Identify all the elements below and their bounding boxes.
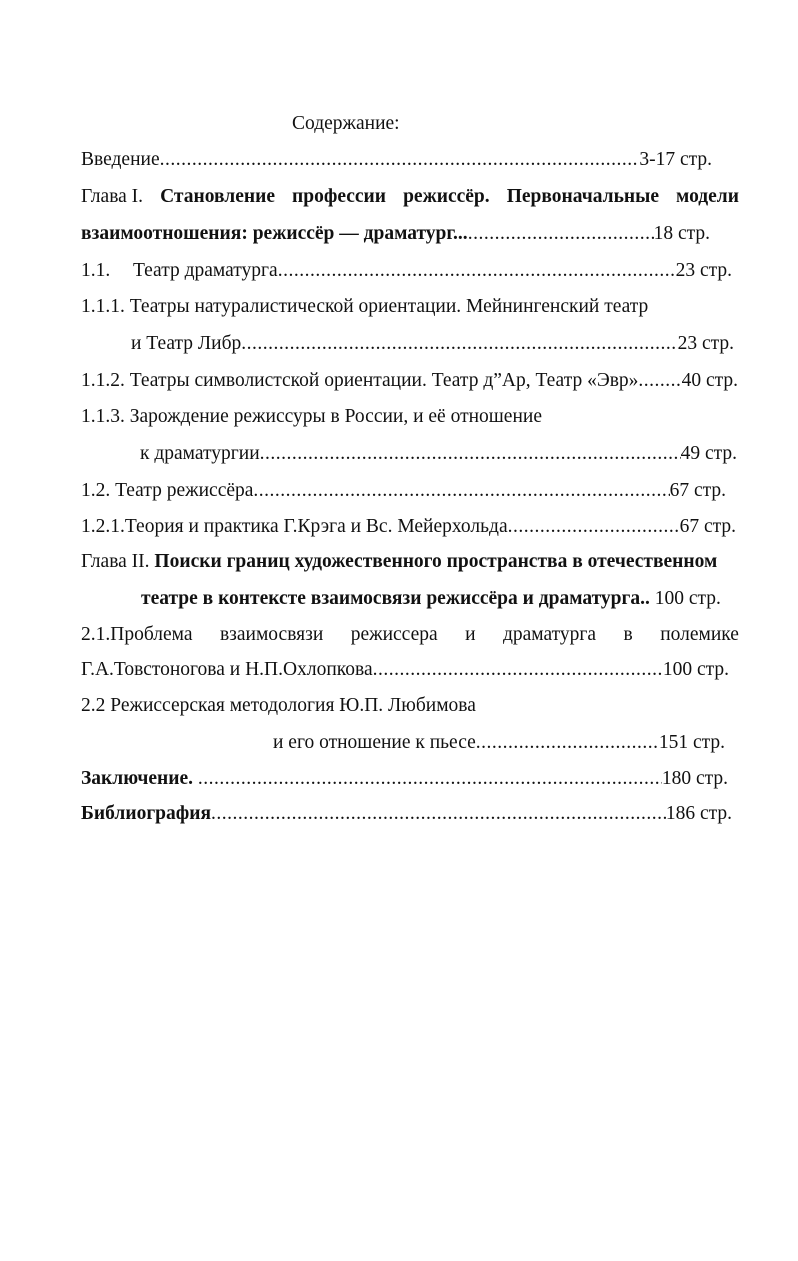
dot-leader xyxy=(241,331,677,357)
toc-entry-bibliography xyxy=(81,801,732,827)
toc-entry-page: 23 стр. xyxy=(677,333,734,354)
chapter-1-title-word: модели xyxy=(676,186,739,207)
toc-word: в xyxy=(623,624,633,645)
toc-heading: Содержание: xyxy=(292,113,400,134)
dot-leader xyxy=(253,478,669,504)
toc-entry-text: 1.1.2. Театры символистской ориентации. Театр д”Ар, Театр «Эвр» xyxy=(81,370,639,391)
dot-leader xyxy=(160,147,640,173)
toc-entry-text: к драматургии xyxy=(140,443,260,464)
chapter-1-title-word: Первоначальные xyxy=(506,186,659,207)
toc-entry-text: Театр драматурга xyxy=(133,260,278,281)
toc-entry-chapter-1-line-1 xyxy=(81,184,739,210)
toc-entry-page: 67 стр. xyxy=(679,516,736,537)
toc-entry-chapter-2-line-1 xyxy=(81,549,717,575)
toc-entry-1-1-3-line-2 xyxy=(140,441,737,467)
chapter-1-title-cont: взаимоотношения: режиссёр — драматург... xyxy=(81,223,468,244)
toc-entry-text: Библиография xyxy=(81,803,212,824)
toc-entry-1-1-1-line-2 xyxy=(131,331,734,357)
dot-leader xyxy=(278,258,676,284)
dot-leader xyxy=(198,766,662,792)
toc-word: и xyxy=(465,624,476,645)
toc-entry-1-1 xyxy=(81,258,732,284)
toc-entry-text: Г.А.Товстоногова и Н.П.Охлопкова xyxy=(81,659,373,680)
toc-entry-1-1-2 xyxy=(81,368,738,394)
toc-word: полемике xyxy=(660,624,739,645)
toc-word: 2.1.Проблема xyxy=(81,624,193,645)
toc-entry-text: 1.2. Театр режиссёра xyxy=(81,480,254,501)
toc-entry-text: Заключение. xyxy=(81,768,198,789)
toc-entry-page: 49 стр. xyxy=(680,443,737,464)
toc-entry-1-2 xyxy=(81,478,726,504)
chapter-1-title-word: режиссёр. xyxy=(403,186,490,207)
toc-entry-1-1-3-line-1: 1.1.3. Зарождение режиссуры в России, и её отношение xyxy=(81,406,542,427)
toc-entry-text: Введение xyxy=(81,149,160,170)
chapter-2-title-cont: театре в контексте взаимосвязи режиссёра и драматурга.. xyxy=(141,588,650,609)
dot-leader xyxy=(211,801,666,827)
dot-leader xyxy=(638,368,681,394)
chapter-2-title: Поиски границ художественного пространства в отечественном xyxy=(154,551,718,572)
toc-entry-introduction xyxy=(81,147,712,173)
toc-word: взаимосвязи xyxy=(219,624,324,645)
toc-entry-page: 151 стр. xyxy=(658,732,725,753)
toc-entry-text: 1.2.1.Теория и практика Г.Крэга и Вс. Мейерхольда xyxy=(81,516,508,537)
toc-entry-2-2-line-2 xyxy=(273,730,725,756)
chapter-1-prefix: Глава I. xyxy=(81,186,144,207)
toc-entry-page: 23 стр. xyxy=(675,260,732,281)
toc-entry-text: и Театр Либр xyxy=(131,333,242,354)
toc-entry-conclusion xyxy=(81,766,728,792)
toc-entry-chapter-1-line-2 xyxy=(81,221,710,247)
toc-entry-chapter-2-line-2 xyxy=(141,586,721,612)
toc-word: драматурга xyxy=(502,624,597,645)
dot-leader xyxy=(476,730,659,756)
toc-entry-page: 3-17 стр. xyxy=(639,149,712,170)
toc-entry-page: 100 стр. xyxy=(654,588,721,609)
dot-leader xyxy=(373,657,663,683)
toc-entry-page: 40 стр. xyxy=(681,370,738,391)
toc-entry-page: 18 стр. xyxy=(653,223,710,244)
chapter-1-title-word: Становление xyxy=(160,186,275,207)
dot-leader xyxy=(260,441,681,467)
toc-entry-2-1-line-1 xyxy=(81,622,739,648)
toc-entry-1-1-1-line-1: 1.1.1. Театры натуралистической ориентации. Мейнингенский театр xyxy=(81,296,649,317)
dot-leader xyxy=(468,221,654,247)
toc-entry-1-2-1 xyxy=(81,514,736,540)
dot-leader xyxy=(508,514,680,540)
toc-entry-2-1-line-2 xyxy=(81,657,729,683)
toc-entry-page: 186 стр. xyxy=(665,803,732,824)
toc-entry-2-2-line-1: 2.2 Режиссерская методология Ю.П. Любимова xyxy=(81,695,476,716)
toc-entry-page: 100 стр. xyxy=(662,659,729,680)
toc-entry-page: 180 стр. xyxy=(661,768,728,789)
toc-word: режиссера xyxy=(350,624,438,645)
toc-entry-page: 67 стр. xyxy=(669,480,726,501)
chapter-1-title-word: профессии xyxy=(292,186,387,207)
chapter-2-prefix: Глава II. xyxy=(81,551,150,572)
toc-entry-text: и его отношение к пьесе xyxy=(273,732,476,753)
section-number: 1.1. xyxy=(81,260,111,281)
